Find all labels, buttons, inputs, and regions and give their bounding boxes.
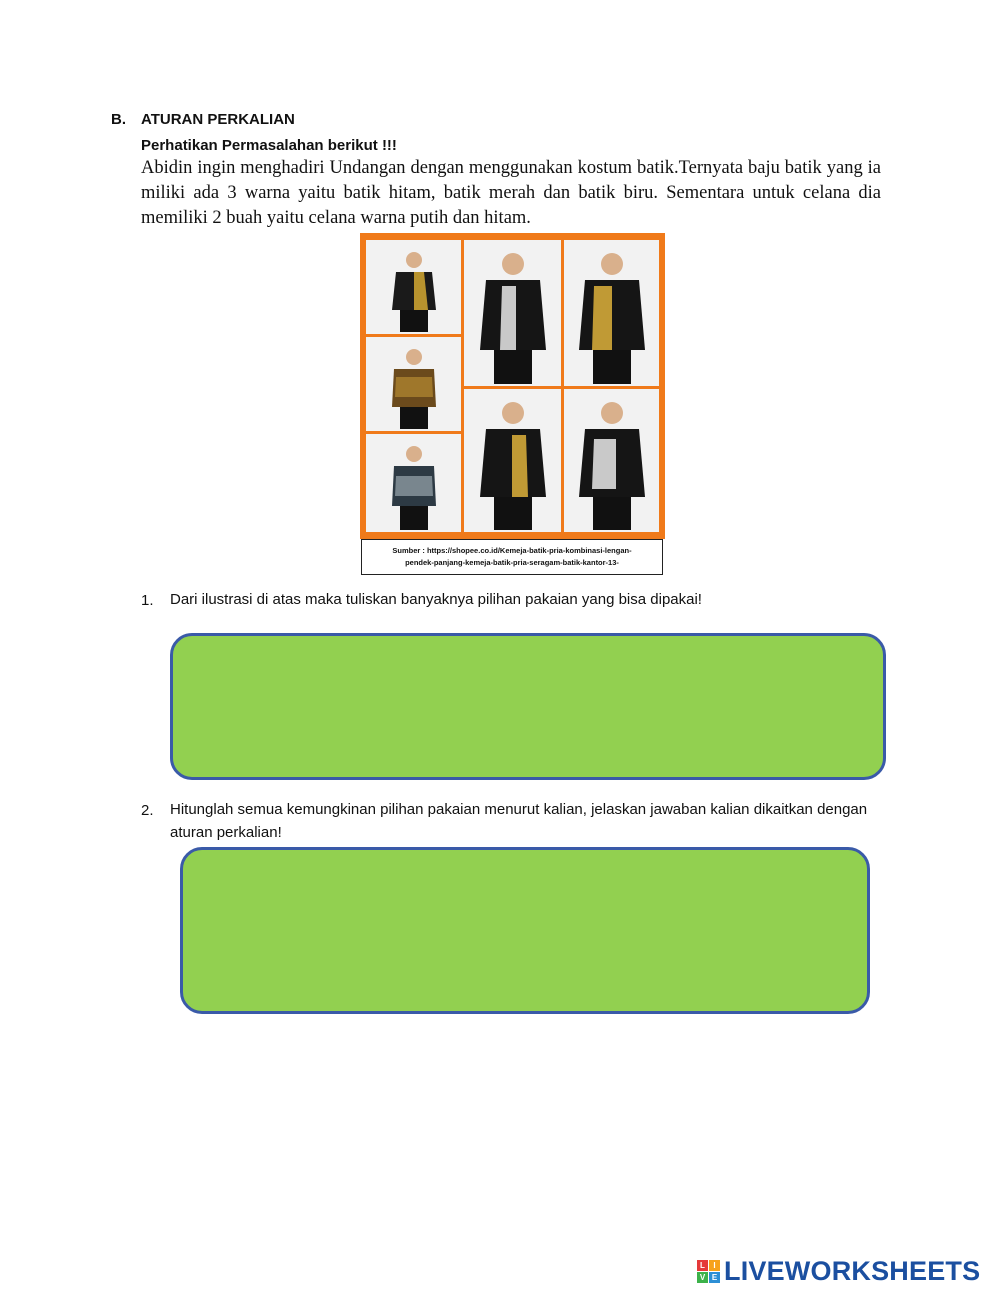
answer-box-1[interactable]	[170, 633, 886, 780]
problem-text: Abidin ingin menghadiri Undangan dengan menggunakan kostum batik.Ternyata baju batik yang ia miliki ada 3 warna yaitu batik hitam, batik merah dan batik biru. Sementara untuk celana dia memiliki 2 buah yaitu celana warna putih dan hitam.	[141, 158, 881, 228]
photo-black-gold-batik-shirt-2	[464, 389, 561, 532]
problem-subtitle: Perhatikan Permasalahan berikut !!!	[141, 137, 397, 154]
photo-brown-batik-shirt	[366, 337, 461, 431]
batik-photo-collage	[360, 233, 665, 539]
answer-box-2[interactable]	[180, 847, 870, 1014]
caption-line-2: pendek-panjang-kemeja-batik-pria-seragam-batik-kantor-13-	[405, 558, 619, 567]
question-2-text-line-1: Hitunglah semua kemungkinan pilihan pakaian menurut kalian, jelaskan jawaban kalian dikaitkan dengan	[170, 801, 868, 818]
question-1-text: Dari ilustrasi di atas maka tuliskan banyaknya pilihan pakaian yang bisa dipakai!	[170, 591, 702, 608]
logo-blocks-icon: L I V E	[697, 1260, 720, 1283]
photo-black-batik-shirt	[366, 240, 461, 334]
photo-black-white-batik-shirt-2	[564, 389, 659, 532]
section-title: ATURAN PERKALIAN	[141, 111, 295, 128]
question-2-number: 2.	[141, 802, 154, 819]
photo-black-gold-batik-shirt	[564, 240, 659, 386]
photo-grey-batik-shirt	[366, 434, 461, 532]
image-source-caption	[361, 539, 663, 575]
question-1-number: 1.	[141, 592, 154, 609]
photo-black-white-batik-shirt	[464, 240, 561, 386]
caption-line-1: Sumber : https://shopee.co.id/Kemeja-batik-pria-kombinasi-lengan-	[392, 546, 632, 555]
liveworksheets-logo	[697, 1255, 980, 1287]
question-2-text-line-2: aturan perkalian!	[170, 824, 282, 841]
section-letter: B.	[111, 111, 126, 128]
logo-text: LIVEWORKSHEETS	[724, 1255, 981, 1286]
